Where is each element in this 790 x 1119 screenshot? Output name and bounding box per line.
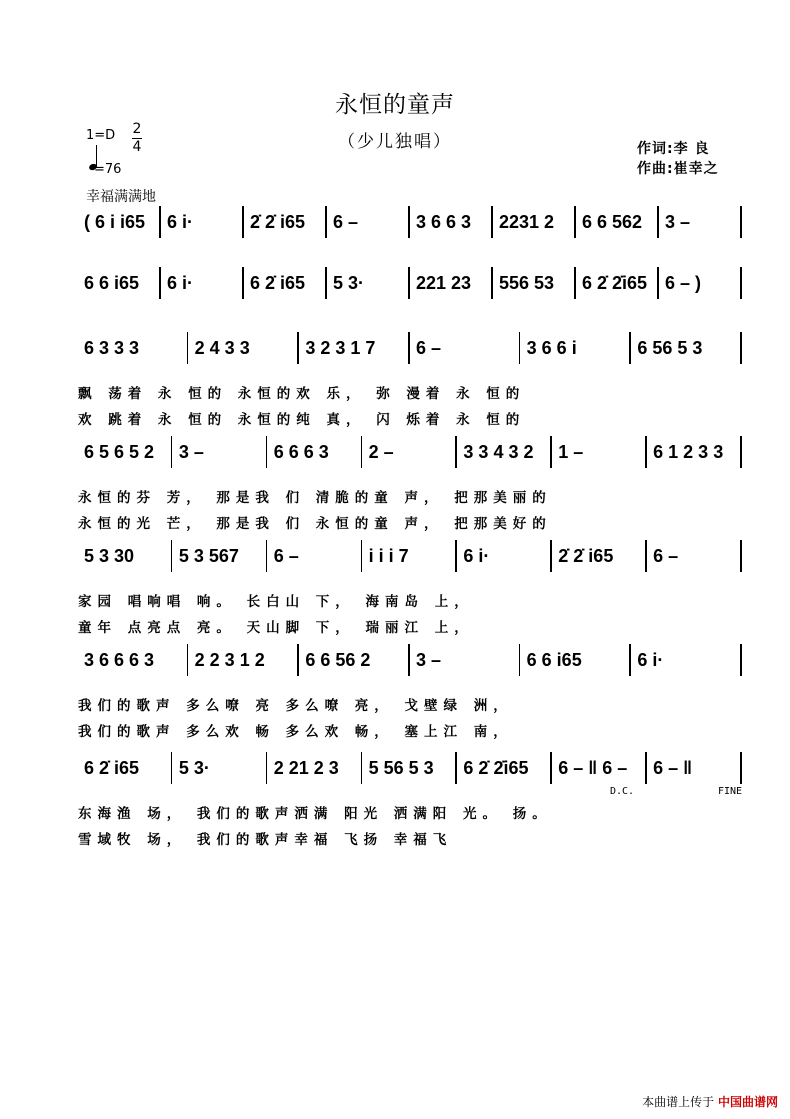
measure-notes: i i i 7 bbox=[368, 546, 409, 566]
barline bbox=[740, 644, 742, 676]
measure-notes: 6 – bbox=[653, 546, 679, 566]
footer-prefix: 本曲谱上传于 bbox=[642, 1095, 715, 1109]
measure-notes: 3 6 6 3 bbox=[416, 212, 472, 232]
lyric-line: 家园 唱响唱 响。 长白山 下， 海南岛 上， bbox=[78, 594, 474, 610]
lyric-line: 雪域牧 场， 我们的歌声幸福 飞扬 幸福飞 bbox=[78, 832, 453, 848]
barline bbox=[629, 644, 631, 676]
barline bbox=[266, 436, 268, 468]
song-title: 永恒的童声 bbox=[335, 92, 455, 118]
measure-notes: 556 53 bbox=[499, 273, 555, 293]
fine-mark: FINE bbox=[718, 786, 743, 797]
barline bbox=[574, 267, 576, 299]
lyric-line: 我们的歌声 多么嘹 亮 多么嘹 亮， 戈壁绿 洲， bbox=[78, 698, 513, 714]
barline bbox=[645, 752, 647, 784]
measure-notes: 6 2̇ i65 bbox=[84, 758, 140, 778]
measure-notes: 6 i· bbox=[463, 546, 490, 566]
measure-notes: 2231 2 bbox=[499, 212, 555, 232]
measure-notes: 3 – bbox=[416, 650, 442, 670]
notation-system bbox=[78, 265, 742, 305]
dc-mark: D.C. bbox=[610, 786, 635, 797]
lyric-line: 童年 点亮点 亮。 天山脚 下， 瑞丽江 上， bbox=[78, 620, 474, 636]
barline bbox=[171, 752, 173, 784]
barline bbox=[550, 436, 552, 468]
barline bbox=[297, 644, 299, 676]
notation-system bbox=[78, 538, 742, 578]
barline bbox=[550, 540, 552, 572]
measure-notes: 221 23 bbox=[416, 273, 472, 293]
measure-notes: 3 – bbox=[665, 212, 691, 232]
measure-notes: 2 – bbox=[368, 442, 394, 462]
measure-notes: 6 2̇ 2̇i65 bbox=[582, 273, 648, 293]
barline bbox=[519, 644, 521, 676]
measure-notes: 6 6 6 3 bbox=[273, 442, 329, 462]
measure-notes: 6 6 i65 bbox=[526, 650, 582, 670]
measure-notes: 6 6 562 bbox=[582, 212, 643, 232]
notation-system bbox=[78, 434, 742, 474]
notation-system bbox=[78, 750, 742, 790]
barline bbox=[408, 206, 410, 238]
key-signature: 1=D bbox=[86, 128, 116, 143]
lyric-line: 东海渔 场， 我们的歌声洒满 阳光 洒满阳 光。 扬。 bbox=[78, 806, 552, 822]
barline bbox=[171, 540, 173, 572]
measure-notes: 6 6 i65 bbox=[84, 273, 140, 293]
barline bbox=[740, 267, 742, 299]
footer-credit bbox=[642, 1093, 778, 1110]
measure-notes: 5 3 30 bbox=[84, 546, 135, 566]
measure-notes: 6 i· bbox=[167, 273, 194, 293]
barline bbox=[740, 206, 742, 238]
barline bbox=[740, 332, 742, 364]
measure-notes: 6 6 56 2 bbox=[305, 650, 371, 670]
measure-notes: 6 – bbox=[333, 212, 359, 232]
barline bbox=[491, 206, 493, 238]
lyric-line: 飘 荡着 永 恒的 永恒的欢 乐， 弥 漫着 永 恒的 bbox=[78, 386, 526, 402]
measure-notes: 3 6 6 i bbox=[526, 338, 577, 358]
barline bbox=[645, 436, 647, 468]
barline bbox=[159, 206, 161, 238]
barline bbox=[297, 332, 299, 364]
barline bbox=[657, 206, 659, 238]
barline bbox=[361, 752, 363, 784]
barline bbox=[491, 267, 493, 299]
time-sig-bottom: 4 bbox=[132, 139, 142, 155]
measure-notes: 5 3· bbox=[178, 758, 210, 778]
measure-notes: 6 2̇ 2̇i65 bbox=[463, 758, 529, 778]
barline bbox=[361, 436, 363, 468]
barline bbox=[455, 752, 457, 784]
measure-notes: 3 2 3 1 7 bbox=[305, 338, 376, 358]
barline bbox=[361, 540, 363, 572]
barline bbox=[159, 267, 161, 299]
notation-system bbox=[78, 642, 742, 682]
barline bbox=[242, 206, 244, 238]
lyric-line: 我们的歌声 多么欢 畅 多么欢 畅， 塞上江 南， bbox=[78, 724, 513, 740]
measure-notes: 1 – bbox=[558, 442, 584, 462]
measure-notes: 2̇ 2̇ i65 bbox=[250, 212, 306, 232]
barline bbox=[740, 540, 742, 572]
barline bbox=[550, 752, 552, 784]
measure-notes: 6 – ) bbox=[665, 273, 702, 293]
notation-system bbox=[78, 330, 742, 370]
measure-notes: 2 2 3 1 2 bbox=[194, 650, 265, 670]
lyric-line: 欢 跳着 永 恒的 永恒的纯 真， 闪 烁着 永 恒的 bbox=[78, 412, 526, 428]
barline bbox=[242, 267, 244, 299]
measure-notes: 6 2̇ i65 bbox=[250, 273, 306, 293]
measure-notes: 2 4 3 3 bbox=[194, 338, 250, 358]
barline bbox=[455, 436, 457, 468]
measure-notes: 5 3 567 bbox=[178, 546, 239, 566]
barline bbox=[325, 206, 327, 238]
measure-notes: 2̇ 2̇ i65 bbox=[558, 546, 614, 566]
barline bbox=[519, 332, 521, 364]
measure-notes: 5 3· bbox=[333, 273, 365, 293]
barline bbox=[171, 436, 173, 468]
measure-notes: 6 3 3 3 bbox=[84, 338, 140, 358]
notation-system bbox=[78, 204, 742, 244]
tempo-mark: =76 bbox=[94, 162, 122, 177]
measure-notes: 2 21 2 3 bbox=[273, 758, 339, 778]
barline bbox=[645, 540, 647, 572]
composer-credit: 作曲:崔幸之 bbox=[637, 161, 719, 177]
barline bbox=[266, 540, 268, 572]
barline bbox=[187, 644, 189, 676]
measure-notes: 3 3 4 3 2 bbox=[463, 442, 534, 462]
lyricist-credit: 作词:李 良 bbox=[637, 141, 710, 157]
barline bbox=[740, 752, 742, 784]
barline bbox=[187, 332, 189, 364]
measure-notes: 5 56 5 3 bbox=[368, 758, 434, 778]
measure-notes: 6 1 2 3 3 bbox=[653, 442, 724, 462]
barline bbox=[740, 436, 742, 468]
barline bbox=[325, 267, 327, 299]
measure-notes: 6 – ‖ bbox=[653, 758, 693, 778]
measure-notes: 6 56 5 3 bbox=[637, 338, 703, 358]
expression-mark: 幸福满满地 bbox=[86, 189, 156, 205]
lyric-line: 永恒的芬 芳， 那是我 们 清脆的童 声， 把那美丽的 bbox=[78, 490, 552, 506]
measure-notes: 6 i· bbox=[637, 650, 664, 670]
time-signature bbox=[132, 122, 142, 155]
barline bbox=[574, 206, 576, 238]
barline bbox=[408, 267, 410, 299]
song-subtitle: （少儿独唱） bbox=[338, 132, 452, 152]
measure-notes: ( 6 i i65 bbox=[84, 212, 146, 232]
barline bbox=[455, 540, 457, 572]
measure-notes: 6 – bbox=[273, 546, 299, 566]
barline bbox=[408, 332, 410, 364]
footer-site-logo: 中国曲谱网 bbox=[717, 1095, 778, 1109]
measure-notes: 6 – bbox=[416, 338, 442, 358]
measure-notes: 3 6 6 6 3 bbox=[84, 650, 155, 670]
measure-notes: 3 – bbox=[178, 442, 204, 462]
measure-notes: 6 i· bbox=[167, 212, 194, 232]
time-sig-top: 2 bbox=[132, 121, 142, 137]
lyric-line: 永恒的光 芒， 那是我 们 永恒的童 声， 把那美好的 bbox=[78, 516, 552, 532]
barline bbox=[408, 644, 410, 676]
barline bbox=[629, 332, 631, 364]
measure-notes: 6 5 6 5 2 bbox=[84, 442, 155, 462]
measure-notes: 6 – ‖ 6 – bbox=[558, 758, 628, 778]
barline bbox=[266, 752, 268, 784]
barline bbox=[657, 267, 659, 299]
